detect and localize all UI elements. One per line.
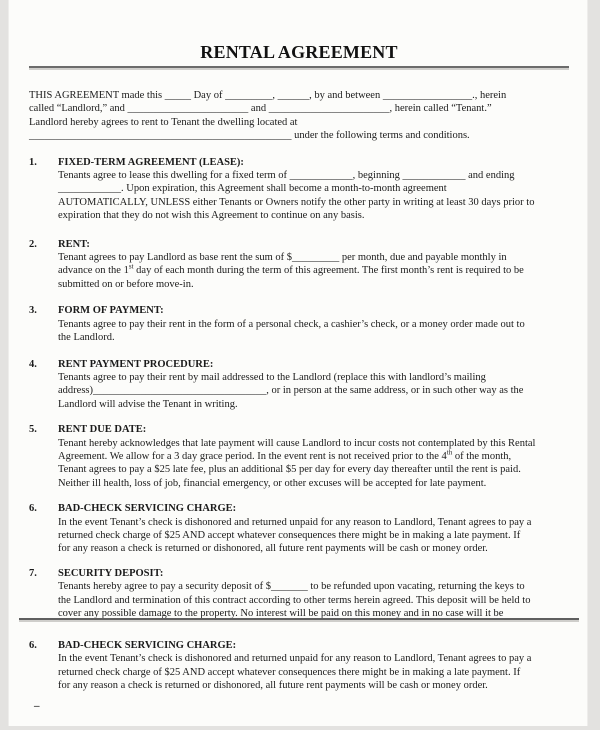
section-heading: SECURITY DEPOSIT:: [58, 567, 164, 579]
body-line: In the event Tenant’s check is dishonored and returned unpaid for any reason to Landlord, Tenant agrees to pay a: [58, 516, 532, 528]
section-security-deposit: [29, 567, 569, 620]
section-number: 7.: [29, 567, 37, 579]
section-heading: BAD-CHECK SERVICING CHARGE:: [58, 640, 237, 651]
body-line: [58, 264, 569, 277]
body-text: Agreement. We allow for a 3 day grace period. In the event rent is not received prior to the 4: [58, 450, 447, 462]
ordinal-superscript: st: [128, 262, 134, 271]
section-rent-due-date: [29, 423, 569, 490]
document-content: [29, 42, 569, 712]
section-number: 1.: [29, 156, 37, 168]
body-line: Tenants hereby agree to pay a security deposit of $_______ to be refunded upon vacating, returning the keys to: [58, 581, 525, 593]
body-text: of the month,: [452, 450, 512, 462]
body-line: Tenants agree to pay their rent by mail addressed to the Landlord (replace this with landlord’s mailing: [58, 371, 486, 383]
section-number: 5.: [29, 424, 37, 436]
body-line: the Landlord.: [58, 332, 115, 344]
section-rent-payment-procedure: [29, 358, 569, 412]
intro-line: THIS AGREEMENT made this _____ Day of _________, ______, by and between _________________., herein: [29, 90, 507, 101]
body-line: Tenants agree to lease this dwelling for a fixed term of ____________, beginning ____________ and ending: [58, 170, 515, 182]
body-line: Neither ill health, loss of job, financial emergency, or other excuses will be accepted for late payment.: [58, 477, 487, 489]
intro-line: __________________________________________________ under the following terms and conditions.: [29, 130, 470, 142]
page-break-clipped-line: cover any possible damage to the property. No interest will be paid on this money and in no case will it be: [19, 607, 579, 620]
section-number: 2.: [29, 238, 37, 250]
body-line: Tenant agrees to pay Landlord as base rent the sum of $_________ per month, due and payable monthly in: [58, 252, 507, 264]
body-line: AUTOMATICALLY, UNLESS either Tenants or Owners notify the other party in writing at least 30 days prior to: [58, 196, 535, 208]
body-line: ____________. Upon expiration, this Agreement shall become a month-to-month agreement: [58, 183, 447, 195]
body-line: expiration that they do not wish this Agreement to continue on any basis.: [58, 210, 365, 222]
section-number: 4.: [29, 358, 37, 370]
body-line: for any reason a check is returned or dishonored, all future rent payments will be cash or money order.: [58, 543, 488, 555]
section-number: 3.: [29, 305, 37, 317]
body-text: advance on the 1: [58, 265, 129, 277]
body-text: day of each month during the term of this agreement. The first month’s rent is required to be: [133, 265, 524, 277]
body-line: submitted on or before move-in.: [58, 278, 194, 290]
body-line: for any reason a check is returned or dishonored, all future rent payments will be cash or money order.: [58, 680, 488, 692]
intro-line: Landlord hereby agrees to rent to Tenant the dwelling located at: [29, 116, 298, 128]
body-line: Tenant hereby acknowledges that late payment will cause Landlord to incur costs not contemplated by this Rental: [58, 437, 536, 449]
body-line: Tenants agree to pay their rent in the form of a personal check, a cashier’s check, or a money order made out to: [58, 318, 525, 330]
footer-dash: –: [34, 699, 40, 712]
section-heading: FIXED-TERM AGREEMENT (LEASE):: [58, 156, 244, 168]
section-heading: BAD-CHECK SERVICING CHARGE:: [58, 503, 237, 515]
title-rule: [29, 66, 569, 68]
intro-line: called “Landlord,” and _______________________ and _______________________, herein called “Tenant.”: [29, 103, 492, 115]
section-number: 6.: [29, 640, 37, 651]
body-line: In the event Tenant’s check is dishonored and returned unpaid for any reason to Landlord, Tenant agrees to pay a: [58, 653, 532, 665]
section-bad-check-charge-repeat: [29, 639, 569, 693]
body-line: [58, 450, 569, 463]
document-page: [8, 0, 588, 726]
section-heading: RENT:: [58, 238, 90, 250]
body-line: the Landlord and termination of this contract according to other terms herein agreed. This deposit will be held to: [58, 594, 531, 606]
section-heading: RENT PAYMENT PROCEDURE:: [58, 358, 214, 370]
body-line: returned check charge of $25 AND accept whatever consequences there might be in making a late payment. If: [58, 529, 521, 541]
section-heading: RENT DUE DATE:: [58, 424, 147, 436]
section-form-of-payment: [29, 304, 569, 344]
ordinal-superscript: th: [446, 448, 453, 457]
body-line: Landlord will advise the Tenant in writing.: [58, 398, 238, 410]
page-title: RENTAL AGREEMENT: [200, 42, 398, 62]
body-line: address)_________________________________, or in person at the same address, or in such other way as the: [58, 385, 524, 397]
intro-paragraph: [29, 89, 569, 143]
section-heading: FORM OF PAYMENT:: [58, 305, 164, 317]
section-number: 6.: [29, 503, 37, 515]
section-bad-check-charge: [29, 502, 569, 556]
section-fixed-term-agreement: [29, 156, 569, 223]
body-line: returned check charge of $25 AND accept whatever consequences there might be in making a late payment. If: [58, 666, 521, 678]
body-line: Tenant agrees to pay a $25 late fee, plus an additional $5 per day for every day thereafter until the rent is paid.: [58, 464, 521, 476]
section-rent: [29, 238, 569, 292]
